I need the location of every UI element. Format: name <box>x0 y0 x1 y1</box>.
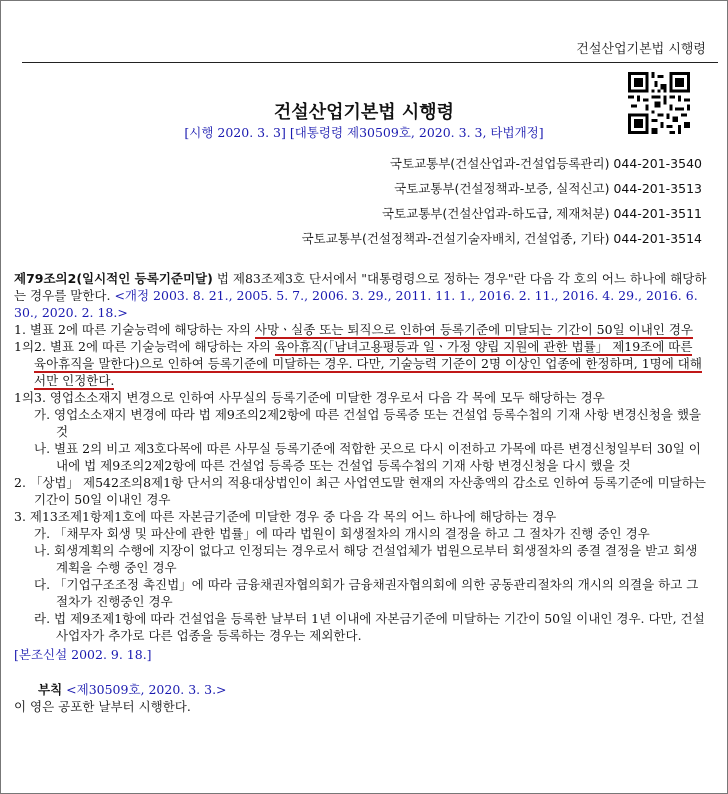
item-1 <box>14 321 708 338</box>
item-1-text: 1. 별표 2에 따른 기술능력에 해당하는 자의 <box>14 322 255 337</box>
item-1-2-text: 1의2. 별표 2에 따른 기술능력에 해당하는 자의 <box>14 339 275 354</box>
item-1-2-highlight: 육아휴직(「남녀고용평등과 일ㆍ가정 양립 지원에 관한 법률」 제19조에 따른 육아휴직을 말한다)으로 인하여 등록기준에 미달하는 경우. 다만, 기술능력 기준이 2명 이상인 업종에 한정하며, 1명에 대해서만 인정한다. <box>34 339 702 388</box>
item-3-ra: 라. 법 제9조제1항에 따라 건설업을 등록한 날부터 1년 이내에 자본금기준에 미달하는 기간이 50일 이내인 경우. 다만, 건설사업자가 추가로 다른 업종을 등록하는 경우는 제외한다. <box>34 611 705 643</box>
contact-line: 국토교통부(건설산업과-건설업등록관리) 044-201-3540 <box>389 156 702 171</box>
addendum-ref: <제30509호, 2020. 3. 3.> <box>66 682 227 697</box>
enforcement-info: [시행 2020. 3. 3] [대통령령 제30509호, 2020. 3. 3, 타법개정] <box>184 125 544 140</box>
item-3-ga: 가. 「채무자 회생 및 파산에 관한 법률」에 따라 법원이 회생절차의 개시의 결정을 하고 그 절차가 진행 중인 경우 <box>34 526 650 541</box>
contact-line: 국토교통부(건설산업과-하도급, 제재처분) 044-201-3511 <box>381 206 702 221</box>
item-1-3-ga: 가. 영업소소재지 변경에 따라 법 제9조의2제2항에 따른 건설업 등록증 또는 건설업 등록수첩의 기재 사항 변경신청을 했을 것 <box>34 407 702 439</box>
source-note: [본조신설 2002. 9. 18.] <box>14 647 152 662</box>
running-title: 건설산업기본법 시행령 <box>576 42 706 57</box>
addendum <box>14 681 708 715</box>
document-title: 건설산업기본법 시행령 <box>273 102 455 123</box>
item-1-highlight: 사망ㆍ실종 또는 퇴직으로 인하여 등록기준에 미달되는 기간이 50일 이내인 경우 <box>254 322 693 337</box>
header-divider <box>22 62 718 63</box>
addendum-heading: 부칙 <box>38 682 63 697</box>
item-1-3: 1의3. 영업소소재지 변경으로 인하여 사무실의 등록기준에 미달한 경우로서 다음 각 목에 모두 해당하는 경우 <box>14 390 605 405</box>
item-3-na: 나. 회생계획의 수행에 지장이 없다고 인정되는 경우로서 해당 건설업체가 법원으로부터 회생절차의 종결 결정을 받고 회생계획을 수행 중인 경우 <box>34 543 698 575</box>
contact-line: 국토교통부(건설정책과-건설기술자배치, 건설업종, 기타) 044-201-3514 <box>301 231 702 246</box>
contact-list <box>302 155 702 255</box>
item-1-2 <box>14 338 708 389</box>
item-1-3-na: 나. 별표 2의 비고 제3호다목에 따른 사무실 등록기준에 적합한 곳으로 다시 이전하고 가목에 따른 변경신청일부터 30일 이내에 법 제9조의2제2항에 따른 건설업 등록증 또는 건설업 등록수첩의 기재 사항 변경신청을 다시 했을 것 <box>34 441 701 473</box>
contact-line: 국토교통부(건설정책과-보증, 실적신고) 044-201-3513 <box>394 181 702 196</box>
article-intro <box>14 270 708 321</box>
item-3: 3. 제13조제1항제1호에 따른 자본금기준에 미달한 경우 중 다음 각 목의 어느 하나에 해당하는 경우 <box>14 509 557 524</box>
addendum-text: 이 영은 공포한 날부터 시행한다. <box>14 699 191 714</box>
article-intro-text: 법 제83조제3호 단서에서 "대통령령으로 정하는 경우"란 다음 각 호의 어느 하나에 해당하는 경우를 말한다. <box>14 271 707 303</box>
amendment-history: <개정 2003. 8. 21., 2005. 5. 7., 2006. 3. 29., 2011. 11. 1., 2016. 2. 11., 2016. 4. 29., 2016. 6. 30., 2020. 2. 18.> <box>14 288 698 320</box>
article-heading: 제79조의2(일시적인 등록기준미달) <box>14 271 213 286</box>
item-2: 2. 「상법」 제542조의8제1항 단서의 적용대상법인이 최근 사업연도말 현재의 자산총액의 감소로 인하여 등록기준에 미달하는 기간이 50일 이내인 경우 <box>14 475 706 507</box>
item-3-da: 다. 「기업구조조정 촉진법」에 따라 금융채권자협의회가 금융채권자협의회에 의한 공동관리절차의 개시의 의결을 하고 그 절차가 진행중인 경우 <box>34 577 699 609</box>
article-body <box>14 270 708 715</box>
